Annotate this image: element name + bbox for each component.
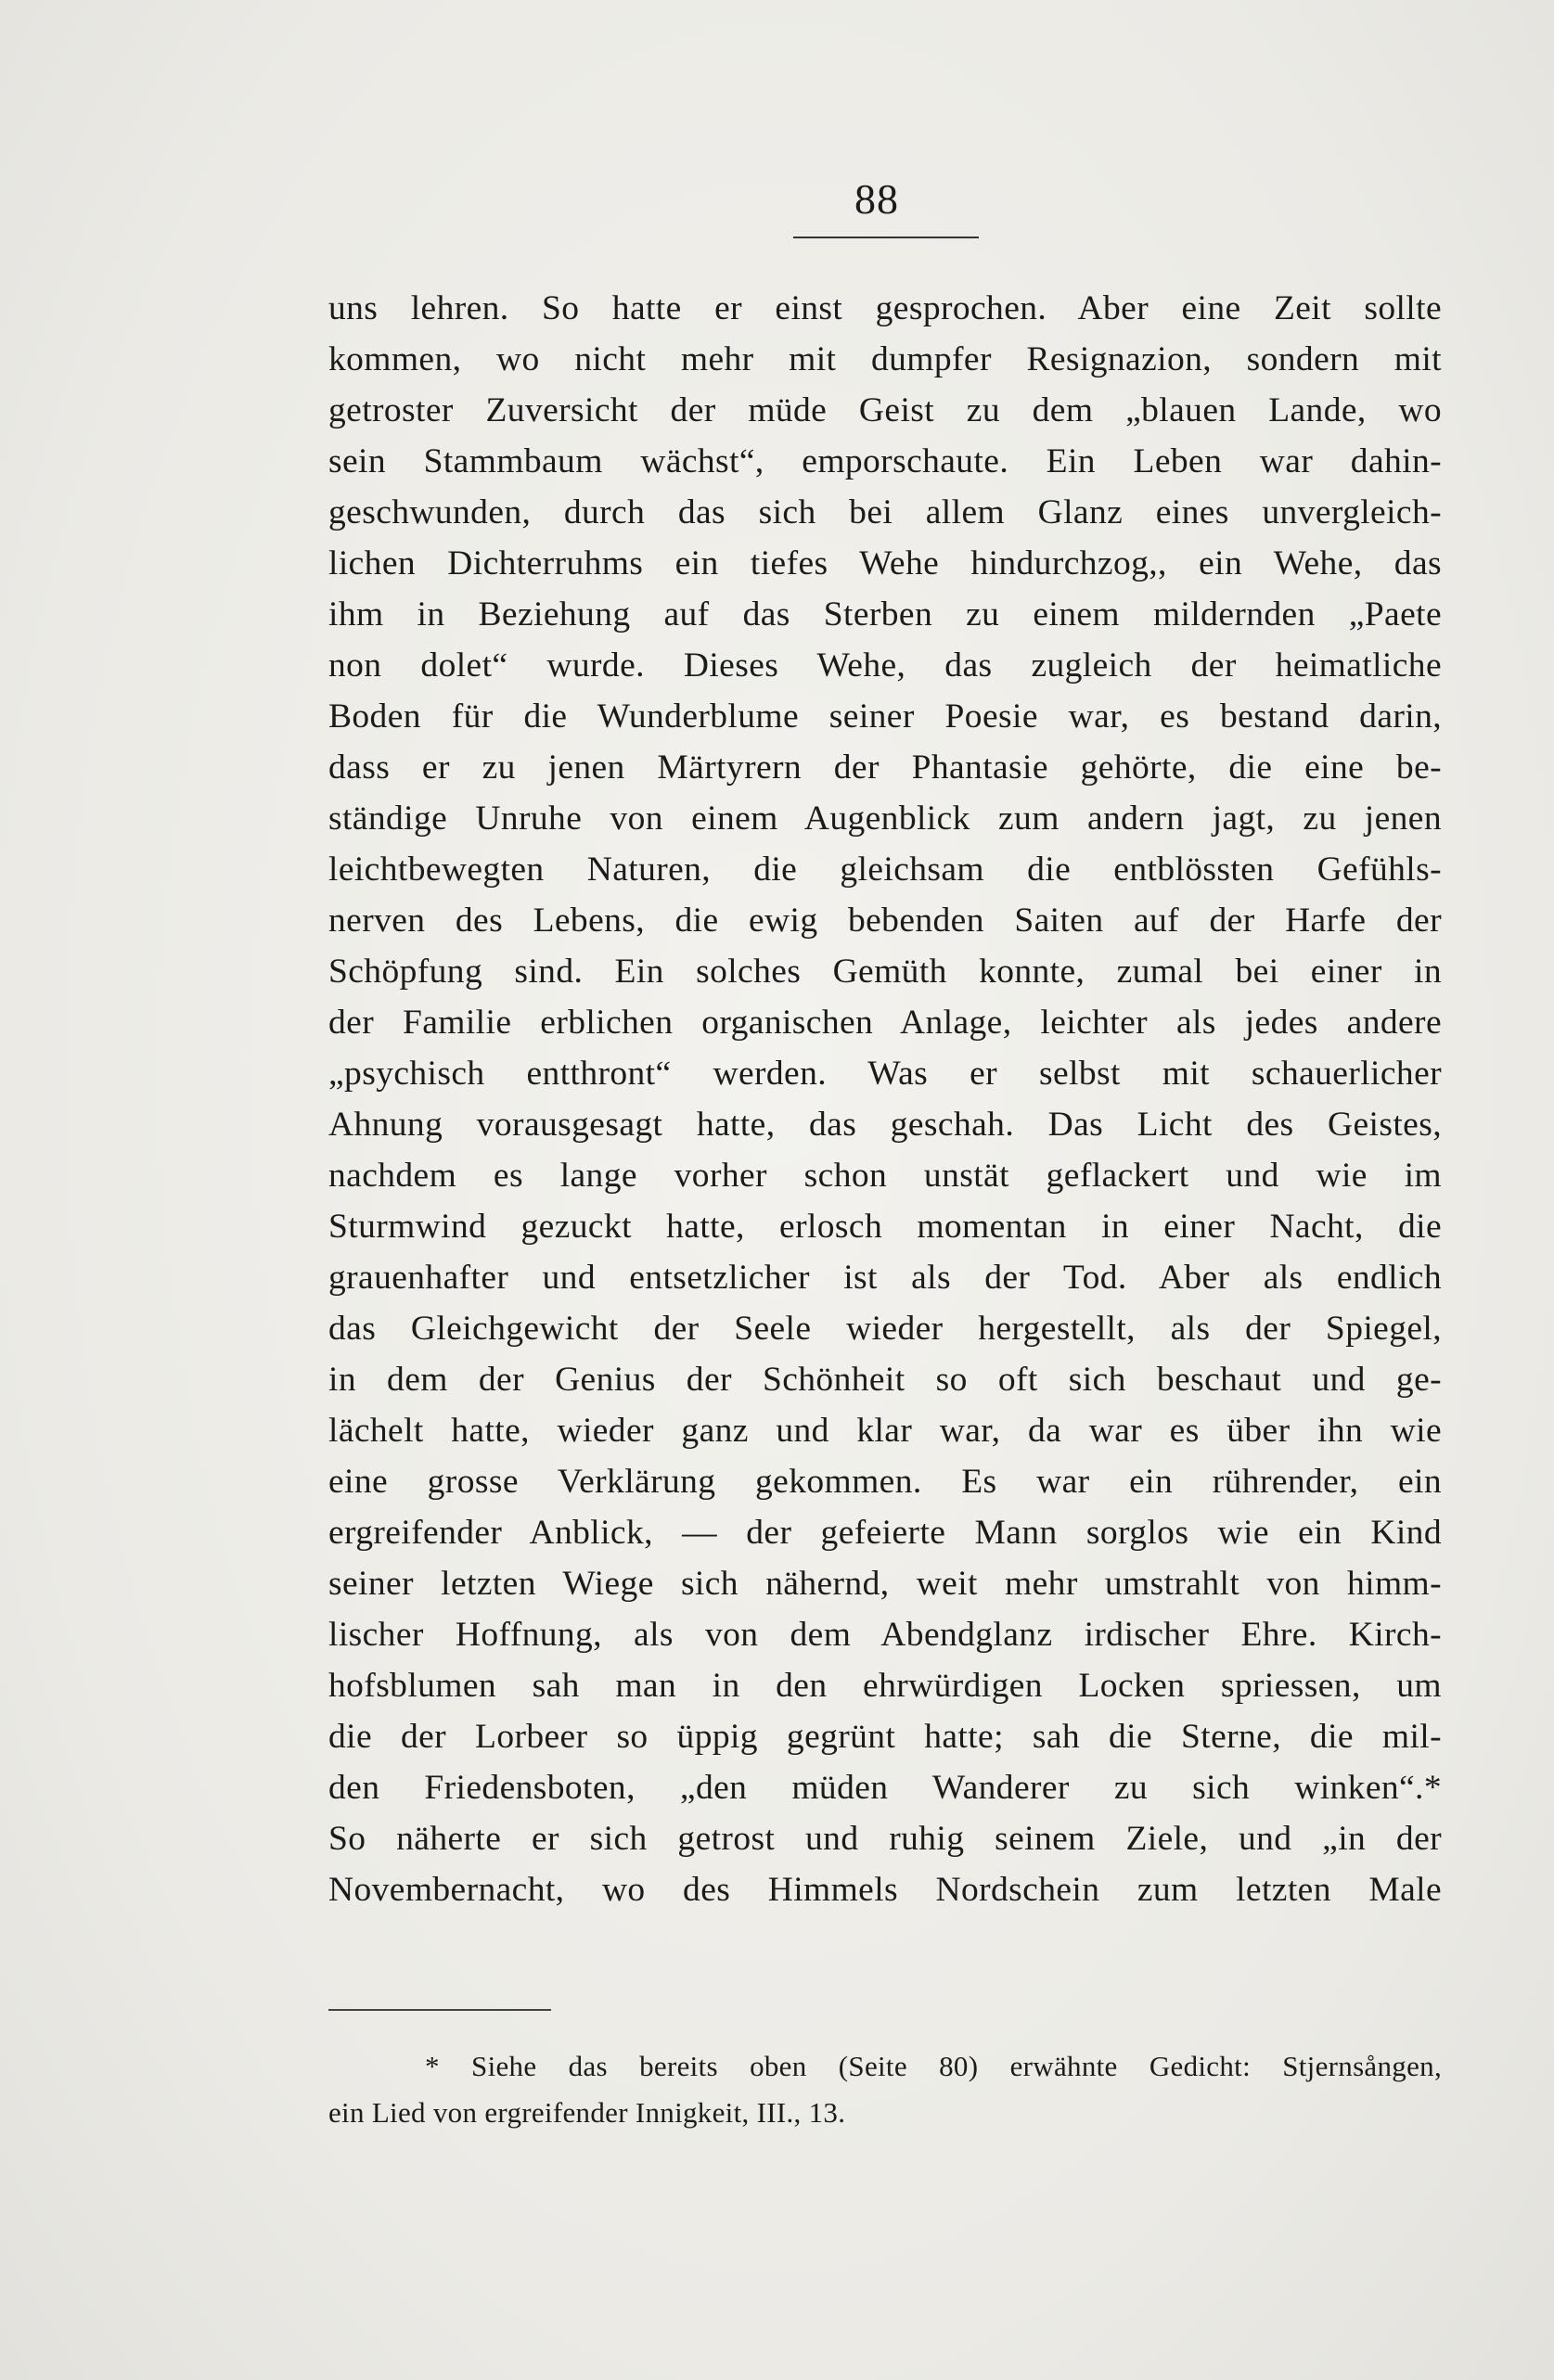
footnote-line: ein Lied von ergreifender Innigkeit, III., 13.	[328, 2096, 846, 2129]
text-line: Novembernacht, wo des Himmels Nordschein zum letzten Male	[328, 1871, 1442, 1909]
text-line: seiner letzten Wiege sich nähernd, weit mehr umstrahlt von himm-	[328, 1565, 1442, 1603]
page-number: 88	[854, 175, 899, 223]
text-line: geschwunden, durch das sich bei allem Glanz eines unvergleich-	[328, 493, 1442, 531]
text-line: non dolet“ wurde. Dieses Wehe, das zugleich der heimatliche	[328, 646, 1442, 685]
text-line: uns lehren. So hatte er einst gesprochen. Aber eine Zeit sollte	[328, 289, 1442, 327]
text-line: lächelt hatte, wieder ganz und klar war, da war es über ihn wie	[328, 1412, 1442, 1450]
text-line: lichen Dichterruhms ein tiefes Wehe hindurchzog,, ein Wehe, das	[328, 544, 1442, 582]
text-line: nerven des Lebens, die ewig bebenden Saiten auf der Harfe der	[328, 902, 1442, 940]
text-line: das Gleichgewicht der Seele wieder hergestellt, als der Spiegel,	[328, 1310, 1442, 1348]
text-line: getroster Zuversicht der müde Geist zu dem „blauen Lande, wo	[328, 391, 1442, 429]
text-line: grauenhafter und entsetzlicher ist als der Tod. Aber als endlich	[328, 1259, 1442, 1297]
text-line: Ahnung vorausgesagt hatte, das geschah. Das Licht des Geistes,	[328, 1106, 1442, 1144]
text-line: leichtbewegten Naturen, die gleichsam die entblössten Gefühls-	[328, 851, 1442, 889]
text-line: So näherte er sich getrost und ruhig seinem Ziele, und „in der	[328, 1820, 1442, 1858]
text-line: in dem der Genius der Schönheit so oft sich beschaut und ge-	[328, 1361, 1442, 1399]
footnote	[328, 2043, 1442, 2136]
text-line: dass er zu jenen Märtyrern der Phantasie gehörte, die eine be-	[328, 749, 1442, 787]
text-line: hofsblumen sah man in den ehrwürdigen Locken spriessen, um	[328, 1667, 1442, 1705]
text-line: Schöpfung sind. Ein solches Gemüth konnte, zumal bei einer in	[328, 953, 1442, 991]
text-line: nachdem es lange vorher schon unstät geflackert und wie im	[328, 1157, 1442, 1195]
text-line: eine grosse Verklärung gekommen. Es war ein rührender, ein	[328, 1463, 1442, 1501]
text-line: Sturmwind gezuckt hatte, erlosch momentan in einer Nacht, die	[328, 1208, 1442, 1246]
header-rule	[793, 237, 979, 238]
text-line: kommen, wo nicht mehr mit dumpfer Resignazion, sondern mit	[328, 340, 1442, 378]
body-text	[328, 283, 1442, 1915]
text-line: ergreifender Anblick, — der gefeierte Mann sorglos wie ein Kind	[328, 1514, 1442, 1552]
text-line: sein Stammbaum wächst“, emporschaute. Ein Leben war dahin-	[328, 442, 1442, 480]
text-line: lischer Hoffnung, als von dem Abendglanz irdischer Ehre. Kirch-	[328, 1616, 1442, 1654]
footnote-line: * Siehe das bereits oben (Seite 80) erwähnte Gedicht: Stjernsången,	[425, 2050, 1442, 2082]
text-line: ständige Unruhe von einem Augenblick zum andern jagt, zu jenen	[328, 800, 1442, 838]
text-line: ihm in Beziehung auf das Sterben zu einem mildernden „Paete	[328, 595, 1442, 633]
text-line: den Friedensboten, „den müden Wanderer zu sich winken“.*	[328, 1769, 1442, 1807]
text-line: die der Lorbeer so üppig gegrünt hatte; sah die Sterne, die mil-	[328, 1718, 1442, 1756]
text-line: der Familie erblichen organischen Anlage, leichter als jedes andere	[328, 1004, 1442, 1042]
text-line: Boden für die Wunderblume seiner Poesie war, es bestand darin,	[328, 697, 1442, 736]
footnote-rule	[328, 2009, 551, 2011]
text-line: „psychisch entthront“ werden. Was er selbst mit schauerlicher	[328, 1055, 1442, 1093]
